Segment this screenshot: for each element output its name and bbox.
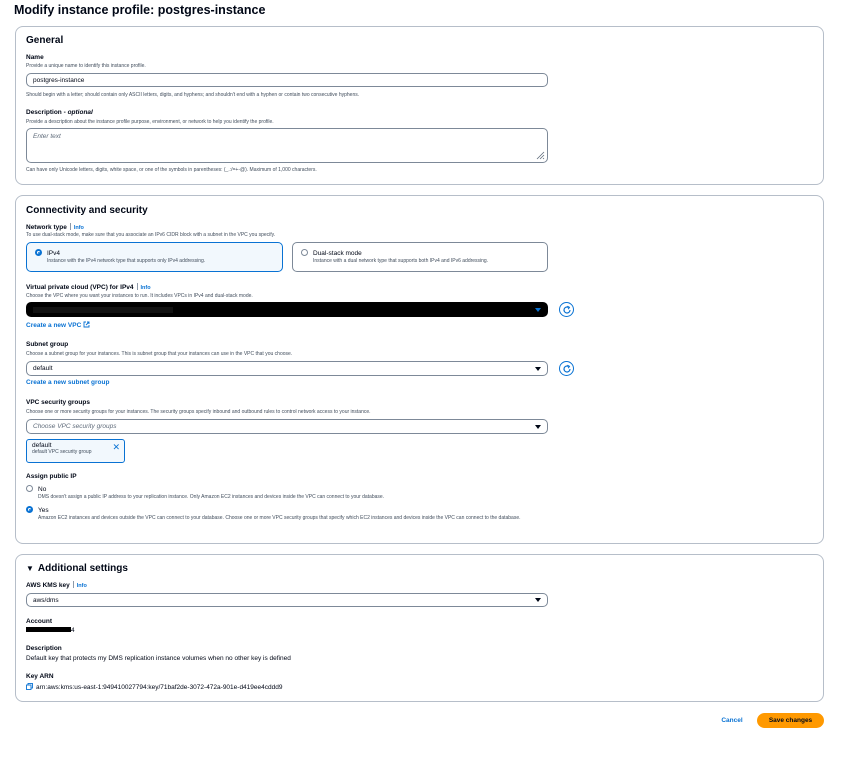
key-description-value: Default key that protects my DMS replication instance volumes when no other key is defined <box>26 655 291 662</box>
security-group-token-desc: default VPC security group <box>32 449 92 455</box>
ipv4-title: IPv4 <box>47 250 61 257</box>
connectivity-panel <box>15 195 824 544</box>
additional-settings-toggle[interactable] <box>26 563 128 574</box>
name-hint: Should begin with a letter; should contain only ASCII letters, digits, and hyphens; and shouldn't end with a hyphen or contain two consecutive hyphens. <box>26 92 360 98</box>
kms-key-select[interactable] <box>26 593 548 607</box>
subnet-group-description: Choose a subnet group for your instances. This is subnet group that your instances can use in the VPC that you choose. <box>26 351 293 357</box>
security-group-token <box>26 439 125 463</box>
ipv4-option[interactable] <box>26 242 283 272</box>
network-type-info-link[interactable]: Info <box>73 225 84 231</box>
vpc-label <box>26 283 151 291</box>
save-changes-button[interactable]: Save changes <box>757 713 824 728</box>
public-ip-yes-radio[interactable] <box>26 506 33 513</box>
page-title: Modify instance profile: postgres-instance <box>14 3 266 17</box>
chevron-down-icon <box>535 367 541 371</box>
security-groups-select[interactable] <box>26 419 548 434</box>
label-separator <box>73 581 74 588</box>
vpc-info-link[interactable]: Info <box>140 285 151 291</box>
network-type-label <box>26 223 84 231</box>
key-description-label: Description <box>26 645 62 652</box>
subnet-group-label: Subnet group <box>26 341 69 348</box>
public-ip-yes-title: Yes <box>38 507 49 514</box>
description-label <box>26 109 93 116</box>
account-suffix: 4 <box>71 627 75 634</box>
vpc-refresh-button[interactable] <box>559 302 574 317</box>
additional-settings-panel <box>15 554 824 702</box>
refresh-icon <box>562 364 572 374</box>
vpc-select[interactable] <box>26 302 548 317</box>
public-ip-yes-option[interactable] <box>26 506 556 522</box>
assign-public-ip-label: Assign public IP <box>26 473 77 480</box>
name-input-value: postgres-instance <box>33 76 85 84</box>
security-groups-label: VPC security groups <box>26 399 90 406</box>
public-ip-no-title: No <box>38 486 47 493</box>
label-separator <box>137 283 138 290</box>
chevron-down-icon <box>535 598 541 602</box>
create-subnet-group-link[interactable]: Create a new subnet group <box>26 379 110 386</box>
chevron-down-icon <box>535 425 541 429</box>
public-ip-no-option[interactable] <box>26 485 384 500</box>
resize-handle-icon[interactable] <box>536 151 545 160</box>
public-ip-yes-description: Amazon EC2 instances and devices outside the VPC can connect to your database. Choose one or more VPC security groups that specify which EC2 instances and devices inside the VPC can connect to the database. <box>38 515 521 521</box>
external-link-icon <box>83 321 90 328</box>
vpc-label-text: Virtual private cloud (VPC) for IPv4 <box>26 284 134 291</box>
network-type-label-text: Network type <box>26 224 67 231</box>
additional-settings-heading: Additional settings <box>37 563 128 574</box>
create-vpc-link[interactable] <box>26 321 90 329</box>
account-redacted <box>26 627 71 632</box>
dual-stack-option[interactable] <box>292 242 548 272</box>
subnet-refresh-button[interactable] <box>559 361 574 376</box>
kms-info-link[interactable]: Info <box>76 583 87 589</box>
description-placeholder: Enter text <box>33 133 61 140</box>
vpc-description: Choose the VPC where you want your instances to run. It includes VPCs in IPv4 and dual-stack mode. <box>26 293 253 299</box>
kms-key-value: aws/dms <box>33 596 59 604</box>
key-arn-value: arn:aws:kms:us-east-1:949410027794:key/71baf2de-3072-472a-901e-d419ee4cddd9 <box>36 684 283 691</box>
description-description: Provide a description about the instance profile purpose, environment, or network to help you identify the profile. <box>26 119 274 125</box>
dual-stack-radio[interactable] <box>301 249 308 256</box>
refresh-icon <box>562 305 572 315</box>
security-groups-placeholder: Choose VPC security groups <box>33 423 117 430</box>
dual-stack-description: Instance with a dual network type that supports both IPv4 and IPv6 addressing. <box>313 258 489 264</box>
security-groups-description: Choose one or more security groups for your instances. The security groups specify inbound and outbound rules to control network access to your instance. <box>26 409 371 415</box>
description-optional: optional <box>67 109 93 116</box>
description-textarea[interactable] <box>26 128 548 163</box>
connectivity-heading: Connectivity and security <box>26 205 148 216</box>
close-icon[interactable]: ✕ <box>112 442 120 452</box>
kms-key-label <box>26 581 87 589</box>
name-description: Provide a unique name to identify this instance profile. <box>26 63 146 69</box>
name-label: Name <box>26 54 44 61</box>
ipv4-description: Instance with the IPv4 network type that supports only IPv4 addressing. <box>47 258 206 264</box>
description-label-text: Description <box>26 109 62 116</box>
security-group-token-name: default <box>32 442 52 449</box>
dual-stack-title: Dual-stack mode <box>313 250 362 257</box>
vpc-value-redacted <box>33 307 173 313</box>
name-input[interactable] <box>26 73 548 87</box>
public-ip-no-description: DMS doesn't assign a public IP address to your replication instance. Only Amazon EC2 instances and devices inside the VPC can connect to your database. <box>38 494 385 500</box>
chevron-down-icon <box>535 308 541 312</box>
key-arn-label: Key ARN <box>26 673 54 680</box>
label-separator <box>70 223 71 230</box>
subnet-group-select[interactable] <box>26 361 548 376</box>
cancel-button[interactable]: Cancel <box>721 717 743 724</box>
general-panel <box>15 26 824 185</box>
account-label: Account <box>26 618 52 625</box>
description-hint: Can have only Unicode letters, digits, white space, or one of the symbols in parentheses: (_.:/=+-@). Maximum of 1,000 characters. <box>26 167 317 173</box>
public-ip-no-radio[interactable] <box>26 485 33 492</box>
ipv4-radio[interactable] <box>35 249 42 256</box>
create-vpc-link-text: Create a new VPC <box>26 322 82 329</box>
network-type-description: To use dual-stack mode, make sure that you associate an IPv6 CIDR block with a subnet in the VPC you specify. <box>26 232 276 238</box>
account-value <box>26 627 75 634</box>
description-optional-separator: - <box>63 109 68 116</box>
subnet-group-value: default <box>33 365 53 372</box>
copy-icon[interactable] <box>26 683 33 690</box>
caret-down-icon: ▼ <box>26 564 34 573</box>
general-heading: General <box>26 35 64 46</box>
kms-key-label-text: AWS KMS key <box>26 582 70 589</box>
key-arn-row <box>26 683 282 691</box>
